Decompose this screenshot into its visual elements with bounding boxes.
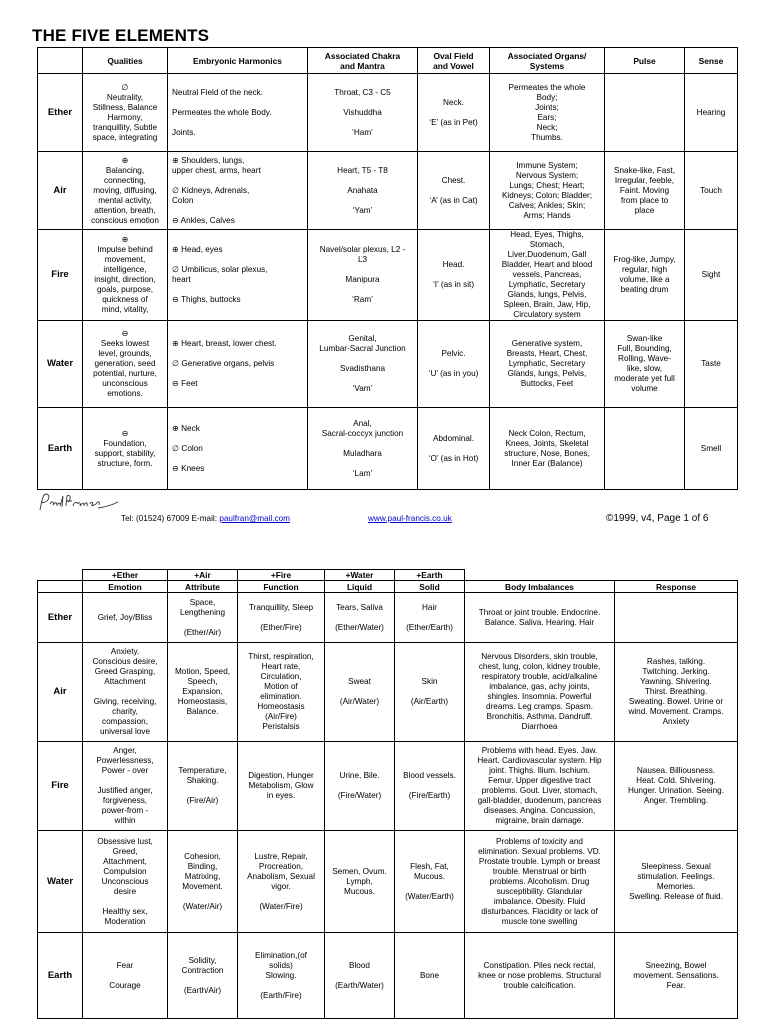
harmonics-cell: ⊕ Neck ∅ Colon ⊖ Knees bbox=[168, 408, 308, 490]
header-corner bbox=[38, 581, 83, 593]
chakra-cell: Heart, T5 - T8 Anahata ‘Yam’ bbox=[308, 152, 418, 230]
header-body-imbalances: Body Imbalances bbox=[465, 581, 615, 593]
imbalances-cell: Throat or joint trouble. Endocrine. Balance. Saliva. Hearing. Hair bbox=[465, 593, 615, 643]
header-pulse: Pulse bbox=[605, 48, 685, 74]
oval-cell: Head. ‘I’ (as in sit) bbox=[418, 230, 490, 321]
function-cell: Elimination,(of solids) Slowing. (Earth/Fire) bbox=[238, 933, 325, 1019]
header-chakra-mantra: Associated Chakra and Mantra bbox=[308, 48, 418, 74]
row-label: Ether bbox=[38, 593, 83, 643]
harmonics-cell: ⊕ Heart, breast, lower chest. ∅ Generative organs, pelvis ⊖ Feet bbox=[168, 321, 308, 408]
row-label: Ether bbox=[38, 74, 83, 152]
row-label: Earth bbox=[38, 408, 83, 490]
emotion-cell: Anxiety. Conscious desire, Greed Grasping, Attachment Giving, receiving, charity, compassion, universal love bbox=[83, 643, 168, 742]
header-plus-water: +Water bbox=[325, 570, 395, 581]
header-function: Function bbox=[238, 581, 325, 593]
chakra-cell: Genital, Lumbar-Sacral Junction Svadisthana ‘Vam’ bbox=[308, 321, 418, 408]
header-corner-top bbox=[38, 570, 83, 581]
table-row-water bbox=[38, 321, 738, 408]
oval-cell: Neck. ‘E’ (as in Pet) bbox=[418, 74, 490, 152]
oval-cell: Chest. ‘A’ (as in Cat) bbox=[418, 152, 490, 230]
harmonics-cell: Neutral Field of the neck. Permeates the whole Body. Joints. bbox=[168, 74, 308, 152]
row-label: Water bbox=[38, 321, 83, 408]
header-embryonic-harmonics: Embryonic Harmonics bbox=[168, 48, 308, 74]
organs-cell: Neck Colon, Rectum, Knees, Joints, Skeletal structure, Nose, Bones, Inner Ear (Balance) bbox=[490, 408, 605, 490]
header-plus-ether: +Ether bbox=[83, 570, 168, 581]
solid-cell: Bone bbox=[395, 933, 465, 1019]
liquid-cell: Sweat (Air/Water) bbox=[325, 643, 395, 742]
table-row-air bbox=[38, 152, 738, 230]
attribute-cell: Cohesion, Binding, Matrixing, Movement. (Water/Air) bbox=[168, 831, 238, 933]
emotion-cell: Grief, Joy/Bliss bbox=[83, 593, 168, 643]
organs-cell: Permeates the whole Body; Joints; Ears; Neck; Thumbs. bbox=[490, 74, 605, 152]
solid-cell: Skin (Air/Earth) bbox=[395, 643, 465, 742]
elements-table-2 bbox=[37, 569, 738, 1019]
header-liquid: Liquid bbox=[325, 581, 395, 593]
harmonics-cell: ⊕ Head, eyes ∅ Umbilicus, solar plexus, heart ⊖ Thighs, buttocks bbox=[168, 230, 308, 321]
sense-cell: Taste bbox=[685, 321, 738, 408]
solid-cell: Hair (Ether/Earth) bbox=[395, 593, 465, 643]
qualities-cell: ∅ Neutrality, Stillness, Balance Harmony, tranquillity, Subtle space, integrating bbox=[83, 74, 168, 152]
signature-image bbox=[36, 490, 120, 514]
row-label: Air bbox=[38, 643, 83, 742]
sense-cell: Sight bbox=[685, 230, 738, 321]
header-solid: Solid bbox=[395, 581, 465, 593]
sense-cell: Touch bbox=[685, 152, 738, 230]
table-row-earth bbox=[38, 933, 738, 1019]
function-cell: Lustre, Repair, Procreation, Anabolism, Sexual vigor. (Water/Fire) bbox=[238, 831, 325, 933]
table-row-earth bbox=[38, 408, 738, 490]
elements-table-1 bbox=[37, 47, 738, 490]
function-cell: Digestion, Hunger Metabolism, Glow in eyes. bbox=[238, 742, 325, 831]
imbalances-cell: Problems of toxicity and elimination. Sexual problems. VD. Prostate trouble. Lymph or breast trouble. Menstrual or birth problems. Alcoholism. Drug susceptibility. Glandular imbalance. Obesity. Fluid disturbances. Flacidity or lack of muscle tone swelling bbox=[465, 831, 615, 933]
emotion-cell: Anger, Powerlessness, Power - over Justified anger, forgiveness, power-from - within bbox=[83, 742, 168, 831]
chakra-cell: Anal, Sacral-coccyx junction Muladhara ‘Lam’ bbox=[308, 408, 418, 490]
row-label: Water bbox=[38, 831, 83, 933]
header-plus-fire: +Fire bbox=[238, 570, 325, 581]
oval-cell: Abdominal. ‘O’ (as in Hot) bbox=[418, 408, 490, 490]
header-response: Response bbox=[615, 581, 738, 593]
qualities-cell: ⊕ Impulse behind movement, intelligence, insight, direction, goals, purpose, quickness of mind, vitality, bbox=[83, 230, 168, 321]
pulse-cell: Snake-like, Fast, Irregular, feeble, Faint. Moving from place to place bbox=[605, 152, 685, 230]
table-row-fire bbox=[38, 230, 738, 321]
table-row-ether bbox=[38, 593, 738, 643]
copyright-text: ©1999, v4, Page 1 of 6 bbox=[606, 513, 709, 524]
table-row-fire bbox=[38, 742, 738, 831]
emotion-cell: Obsessive lust, Greed, Attachment, Compulsion Unconscious desire Healthy sex, Moderation bbox=[83, 831, 168, 933]
liquid-cell: Blood (Earth/Water) bbox=[325, 933, 395, 1019]
header-organs-systems: Associated Organs/ Systems bbox=[490, 48, 605, 74]
liquid-cell: Urine, Bile. (Fire/Water) bbox=[325, 742, 395, 831]
pulse-cell: Frog-like, Jumpy, regular, high volume, like a beating drum bbox=[605, 230, 685, 321]
response-cell: Sneezing, Bowel movement. Sensations. Fear. bbox=[615, 933, 738, 1019]
organs-cell: Head, Eyes, Thighs, Stomach, Liver,Duodenum, Gall Bladder, Heart and blood vessels, Pancreas, Lymphatic, Secretary Glands, lungs, Pelvis, Spleen, Brain, Jaw, Hip, Circulatory system bbox=[490, 230, 605, 321]
harmonics-cell: ⊕ Shoulders, lungs, upper chest, arms, heart ∅ Kidneys, Adrenals, Colon ⊖ Ankles, Calves bbox=[168, 152, 308, 230]
table-row-water bbox=[38, 831, 738, 933]
row-label: Earth bbox=[38, 933, 83, 1019]
qualities-cell: ⊕ Balancing, connecting, moving, diffusing, mental activity, attention, breath, conscious emotion bbox=[83, 152, 168, 230]
header-blank-2 bbox=[615, 570, 738, 581]
chakra-cell: Throat, C3 - C5 Vishuddha ‘Ham’ bbox=[308, 74, 418, 152]
imbalances-cell: Problems with head. Eyes. Jaw. Heart. Cardiovascular system. Hip joint. Thighs. Ilium. Ischium. Femur. Upper digestive tract problems. Gout. Liver, stomach, gall-bladder, duodenum, pancreas diseases. Angina. Concussion, migraine, brain damage. bbox=[465, 742, 615, 831]
attribute-cell: Temperature, Shaking. (Fire/Air) bbox=[168, 742, 238, 831]
row-label: Fire bbox=[38, 742, 83, 831]
header-corner bbox=[38, 48, 83, 74]
table-row-ether bbox=[38, 74, 738, 152]
attribute-cell: Motion, Speed, Speech, Expansion, Homeostasis, Balance. bbox=[168, 643, 238, 742]
qualities-cell: ⊖ Foundation, support, stability, structure, form. bbox=[83, 408, 168, 490]
contact-line bbox=[121, 514, 290, 523]
website-link[interactable]: www.paul-francis.co.uk bbox=[368, 514, 452, 523]
liquid-cell: Tears, Saliva (Ether/Water) bbox=[325, 593, 395, 643]
header-blank-1 bbox=[465, 570, 615, 581]
emotion-cell: Fear Courage bbox=[83, 933, 168, 1019]
header-attribute: Attribute bbox=[168, 581, 238, 593]
imbalances-cell: Constipation. Piles neck rectal, knee or nose problems. Structural trouble calcification. bbox=[465, 933, 615, 1019]
response-cell: Sleepiness. Sexual stimulation. Feelings. Memories. Swelling. Release of fluid. bbox=[615, 831, 738, 933]
attribute-cell: Solidity, Contraction (Earth/Air) bbox=[168, 933, 238, 1019]
header-plus-air: +Air bbox=[168, 570, 238, 581]
row-label: Air bbox=[38, 152, 83, 230]
function-cell: Tranquillity, Sleep (Ether/Fire) bbox=[238, 593, 325, 643]
header-oval-field-vowel: Oval Field and Vowel bbox=[418, 48, 490, 74]
attribute-cell: Space, Lengthening (Ether/Air) bbox=[168, 593, 238, 643]
pulse-cell bbox=[605, 74, 685, 152]
response-cell bbox=[615, 593, 738, 643]
email-link[interactable]: paulfran@mail.com bbox=[219, 514, 290, 523]
header-plus-earth: +Earth bbox=[395, 570, 465, 581]
website-line bbox=[368, 514, 452, 523]
solid-cell: Blood vessels. (Fire/Earth) bbox=[395, 742, 465, 831]
oval-cell: Pelvic. ‘U’ (as in you) bbox=[418, 321, 490, 408]
tel-label: Tel: (01524) 67009 E-mail: bbox=[121, 514, 220, 523]
solid-cell: Flesh, Fat, Mucous. (Water/Earth) bbox=[395, 831, 465, 933]
header-sense: Sense bbox=[685, 48, 738, 74]
qualities-cell: ⊖ Seeks lowest level, grounds, generation, seed potential, nurture, unconscious emotions. bbox=[83, 321, 168, 408]
organs-cell: Generative system, Breasts, Heart, Chest, Lymphatic, Secretary Glands, lungs, Pelvis, Buttocks, Feet bbox=[490, 321, 605, 408]
pulse-cell: Swan-like Full, Bounding, Rolling, Wave- like, slow, moderate yet full volume bbox=[605, 321, 685, 408]
row-label: Fire bbox=[38, 230, 83, 321]
header-qualities: Qualities bbox=[83, 48, 168, 74]
imbalances-cell: Nervous Disorders, skin trouble, chest, lung, colon, kidney trouble, respiratory trouble, acid/alkaline imbalance, gas, achy joints, shingles. Insomnia. Powerful dreams. Leg cramps. Spasm. Bronchitis. Asthma. Dandruff. Diarrhoea bbox=[465, 643, 615, 742]
chakra-cell: Navel/solar plexus, L2 - L3 Manipura ‘Ram’ bbox=[308, 230, 418, 321]
pulse-cell bbox=[605, 408, 685, 490]
table-row-air bbox=[38, 643, 738, 742]
organs-cell: Immune System; Nervous System; Lungs; Chest; Heart; Kidneys; Colon; Bladder; Calves; Ankles; Skin; Arms; Hands bbox=[490, 152, 605, 230]
page-title: THE FIVE ELEMENTS bbox=[32, 26, 210, 45]
sense-cell: Smell bbox=[685, 408, 738, 490]
liquid-cell: Semen, Ovum. Lymph, Mucous. bbox=[325, 831, 395, 933]
function-cell: Thirst, respiration, Heart rate, Circulation, Motion of elimination. Homeostasis (Air/Fire) Peristalsis bbox=[238, 643, 325, 742]
sense-cell: Hearing bbox=[685, 74, 738, 152]
header-emotion: Emotion bbox=[83, 581, 168, 593]
response-cell: Rashes, talking. Twitching. Jerking. Yawning. Shivering. Thirst. Breathing. Sweating. Bowel. Urine or wind. Movement. Cramps. Anxiety bbox=[615, 643, 738, 742]
response-cell: Nausea. Billiousness. Heat. Cold. Shivering. Hunger. Urination. Seeing. Anger. Trembling. bbox=[615, 742, 738, 831]
